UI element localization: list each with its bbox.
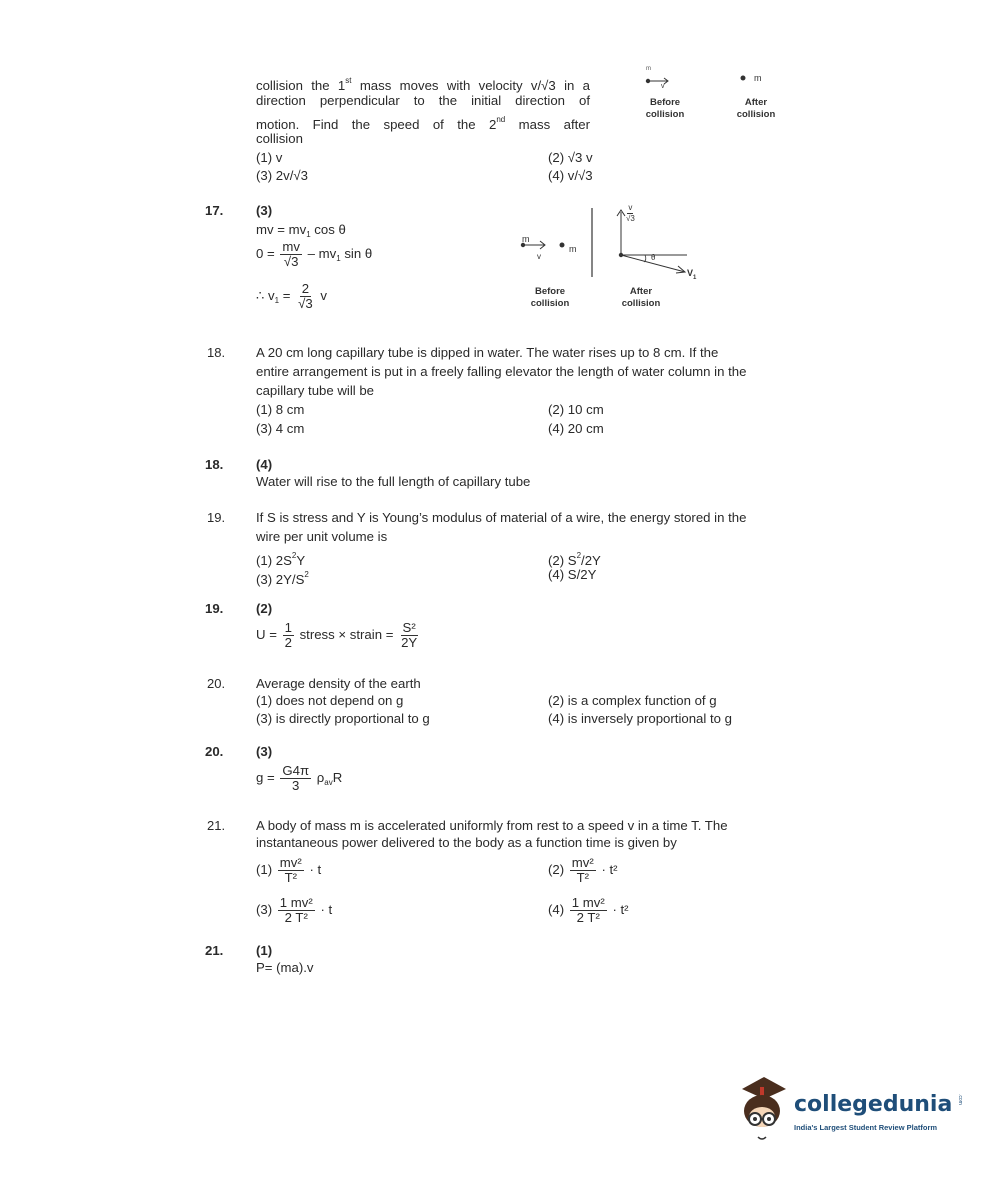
q18-text-line-2: entire arrangement is put in a freely falling elevator the length of water column in the: [256, 364, 747, 379]
q21-option-4: (4) $\frac{\text{1 mv²}}{\text{2 T²}}$ · t²: [548, 895, 629, 925]
q20-number: 20.: [207, 676, 226, 691]
q20-option-2: (2) is a complex function of g: [548, 693, 717, 708]
mass-before-dot: [646, 79, 650, 83]
q19-option-2: (2) $S^2/2Y$: [548, 551, 601, 568]
q18-option-4: (4) 20 cm: [548, 421, 604, 436]
a19-answer: (2): [256, 601, 273, 616]
q19-option-1: (1) $2S^2Y$: [256, 551, 306, 568]
logo-tagline: India's Largest Student Review Platform: [794, 1123, 938, 1132]
q18-option-3: (3) 4 cm: [256, 421, 305, 436]
logo-dotcom: .com: [957, 1094, 963, 1105]
a17-fig-v1: $V_1$: [687, 268, 697, 281]
q20-option-3: (3) is directly proportional to g: [256, 711, 430, 726]
a17-fig-velocity-label: v √3: [626, 203, 635, 223]
a18-explanation: Water will rise to the full length of capillary tube: [256, 474, 531, 489]
q19-number: 19.: [207, 510, 226, 525]
q16-option-3: (3) 2v/√3: [256, 168, 308, 183]
a18-number: 18.: [205, 457, 224, 472]
q21-number: 21.: [207, 818, 226, 833]
collegedunia-logo: [734, 1075, 964, 1150]
q16-fig-m: m: [754, 73, 762, 83]
q16-fig-v: v: [661, 83, 665, 90]
q18-text-line-3: capillary tube will be: [256, 383, 375, 398]
q21-text-line-2: instantaneous power delivered to the body as a function time is given by: [256, 835, 677, 850]
q19-option-3: (3) $2Y/S^2$: [256, 570, 309, 587]
q16-line-4: collision: [256, 131, 303, 146]
q18-number: 18.: [207, 345, 226, 360]
q21-option-2: (2) $\frac{\text{mv²}}{\text{T²}}$ · t²: [548, 855, 618, 885]
q16-option-2: (2) √3 v: [548, 150, 593, 165]
q16-option-1: (1) v: [256, 150, 283, 165]
a17-number: 17.: [205, 203, 224, 218]
a17-collision-diagram: [515, 200, 705, 285]
mascot-icon: [734, 1075, 792, 1145]
a19-number: 19.: [205, 601, 224, 616]
a21-number: 21.: [205, 943, 224, 958]
a17-fig-before-label: Before collision: [530, 286, 570, 309]
a17-equation-2: 0 = $\frac{mv}{√3}$ – $mv_1$ sin θ: [256, 239, 373, 269]
a20-answer: (3): [256, 744, 273, 759]
q18-option-1: (1) 8 cm: [256, 402, 305, 417]
a19-equation: U = $\frac{1}{2}$ stress × strain = $\frac{\text{S²}}{2Y}$: [256, 620, 418, 650]
a17-fig-v: v: [537, 252, 541, 261]
q16-collision-diagram: [640, 66, 790, 96]
q16-line-3: motion. Find the speed of the 2nd mass after: [256, 115, 591, 132]
q21-option-1: (1) $\frac{\text{mv²}}{\text{T²}}$ · t: [256, 855, 322, 885]
q16-line-1: collision the 1st mass moves with velocity v/√3 in a: [256, 76, 590, 93]
q19-text-line-1: If S is stress and Y is Young’s modulus of material of a wire, the energy stored in the: [256, 510, 747, 525]
a17-fig-theta: θ: [651, 253, 656, 262]
q20-option-4: (4) is inversely proportional to g: [548, 711, 732, 726]
q20-option-1: (1) does not depend on g: [256, 693, 404, 708]
a21-explanation: P= (ma).v: [256, 960, 314, 975]
a17-fig-m-right: m: [569, 244, 577, 254]
q21-option-3: (3) $\frac{\text{1 mv²}}{\text{2 T²}}$ · t: [256, 895, 333, 925]
q19-option-4: (4) S/2Y: [548, 567, 597, 582]
a17-fig-after-label: After collision: [621, 286, 661, 309]
q21-text-line-1: A body of mass m is accelerated uniformly from rest to a speed v in a time T. The: [256, 818, 728, 833]
q16-fig-before-label: Before collision: [645, 97, 685, 120]
q16-line-2: direction perpendicular to the initial direction of: [256, 93, 590, 108]
logo-name: collegedunia: [794, 1092, 953, 1117]
a21-answer: (1): [256, 943, 273, 958]
q18-text-line-1: A 20 cm long capillary tube is dipped in water. The water rises up to 8 cm. If the: [256, 345, 719, 360]
q16-option-4: (4) v/√3: [548, 168, 593, 183]
q16-fig-m-small: m: [646, 66, 651, 72]
a17-answer: (3): [256, 203, 273, 218]
mass-after-dot: [741, 76, 746, 81]
a20-equation: g = $\frac{G4\pi}{3}$ $\rho_{av}R$: [256, 763, 343, 793]
a20-number: 20.: [205, 744, 224, 759]
q19-text-line-2: wire per unit volume is: [256, 529, 388, 544]
q20-text: Average density of the earth: [256, 676, 421, 691]
a17-equation-3: ∴ $v_1$ = $\frac{2}{√3}$ v: [256, 281, 327, 311]
q18-option-2: (2) 10 cm: [548, 402, 604, 417]
a17-equation-1: mv = $mv_1$ cos θ: [256, 222, 346, 239]
q16-fig-after-label: After collision: [736, 97, 776, 120]
a17-fig-m-top: m: [522, 234, 530, 244]
mass-2-dot: [560, 243, 565, 248]
a18-answer: (4): [256, 457, 273, 472]
